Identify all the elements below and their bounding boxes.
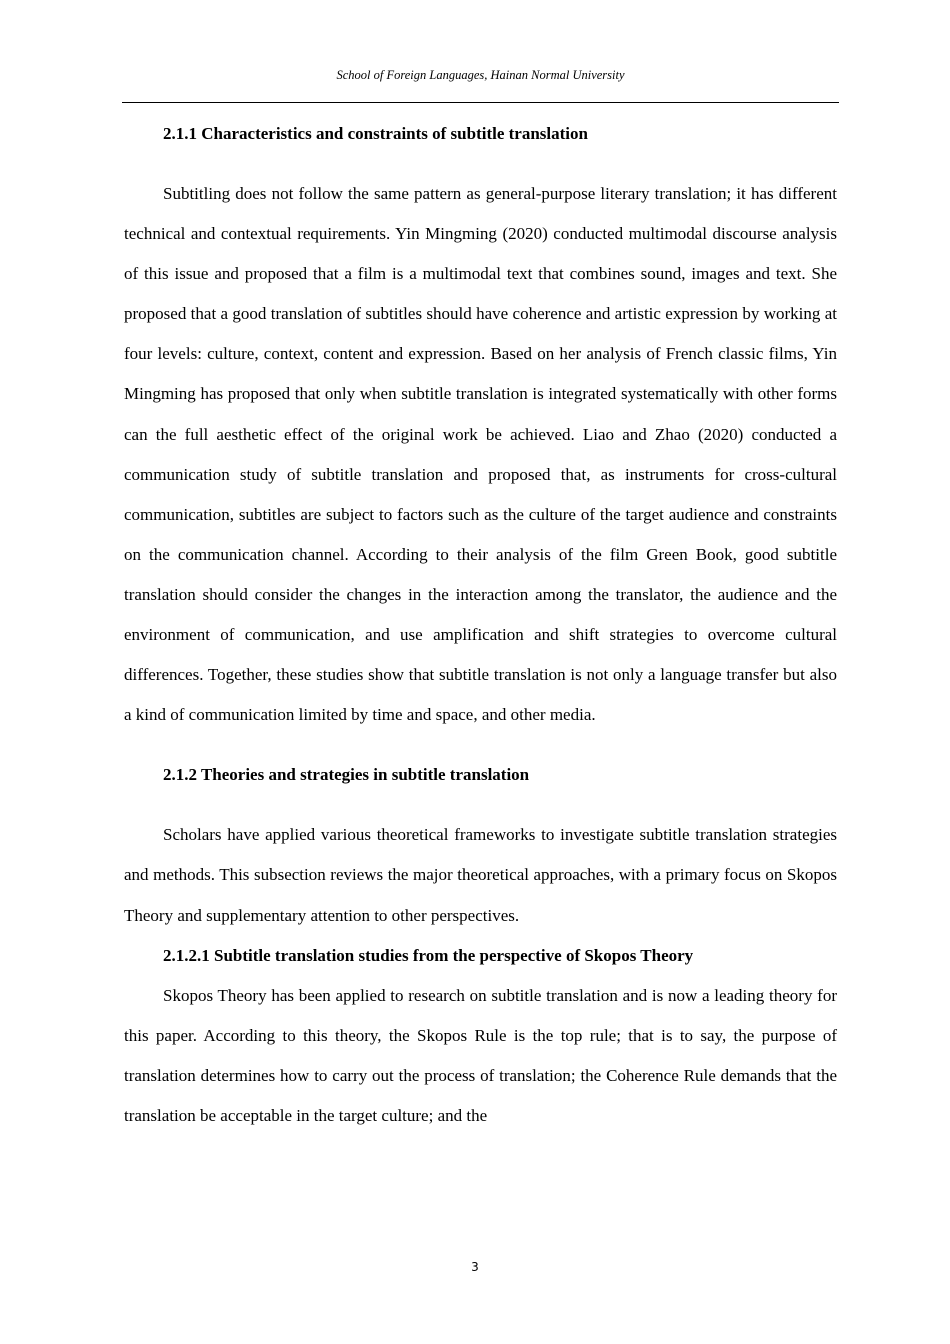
section-heading-2-1-1: 2.1.1 Characteristics and constraints of subtitle translation (163, 124, 588, 143)
section-heading-2-1-2-1: 2.1.2.1 Subtitle translation studies from the perspective of Skopos Theory (163, 945, 694, 965)
page-number: 3 (471, 1260, 479, 1274)
header-divider (122, 102, 839, 103)
section-heading-2-1-2: 2.1.2 Theories and strategies in subtitle translation (163, 765, 530, 785)
paragraph-theories-strategies: Scholars have applied various theoretical frameworks to investigate subtitle translation strategies and methods. This subsection reviews the major theoretical approaches, with a primary focus on Skopos Theory and supplementary attention to other perspectives. (124, 825, 837, 925)
paragraph-subtitle-characteristics: Subtitling does not follow the same pattern as general-purpose literary translation; it has different technical and contextual requirements. Yin Mingming (2020) conducted multimodal discourse analysis of this issue and proposed that a film is a multimodal text that combines sound, images and text. She proposed that a good translation of subtitles should have coherence and artistic expression by working at four levels: culture, context, content and expression. Based on her analysis of French classic films, Yin Mingming has proposed that only when subtitle translation is integrated systematically with other forms can the full aesthetic effect of the original work be achieved. Liao and Zhao (2020) conducted a communication study of subtitle translation and proposed that, as instruments for cross-cultural communication, subtitles are subject to factors such as the culture of the target audience and constraints on the communication channel. According to their analysis of the film Green Book, good subtitle translation should consider the changes in the interaction among the translator, the audience and the environment of communication, and use amplification and shift strategies to overcome cultural differences. Together, these studies show that subtitle translation is not only a language transfer but also a kind of communication limited by time and space, and other media. (124, 184, 837, 725)
page-body (124, 114, 837, 1136)
running-header: School of Foreign Languages, Hainan Normal University (336, 68, 625, 82)
paragraph-skopos-theory: Skopos Theory has been applied to research on subtitle translation and is now a leading theory for this paper. According to this theory, the Skopos Rule is the top rule; that is to say, the purpose of translation determines how to carry out the process of translation; the Coherence Rule demands that the translation be acceptable in the target culture; and the (124, 985, 837, 1125)
